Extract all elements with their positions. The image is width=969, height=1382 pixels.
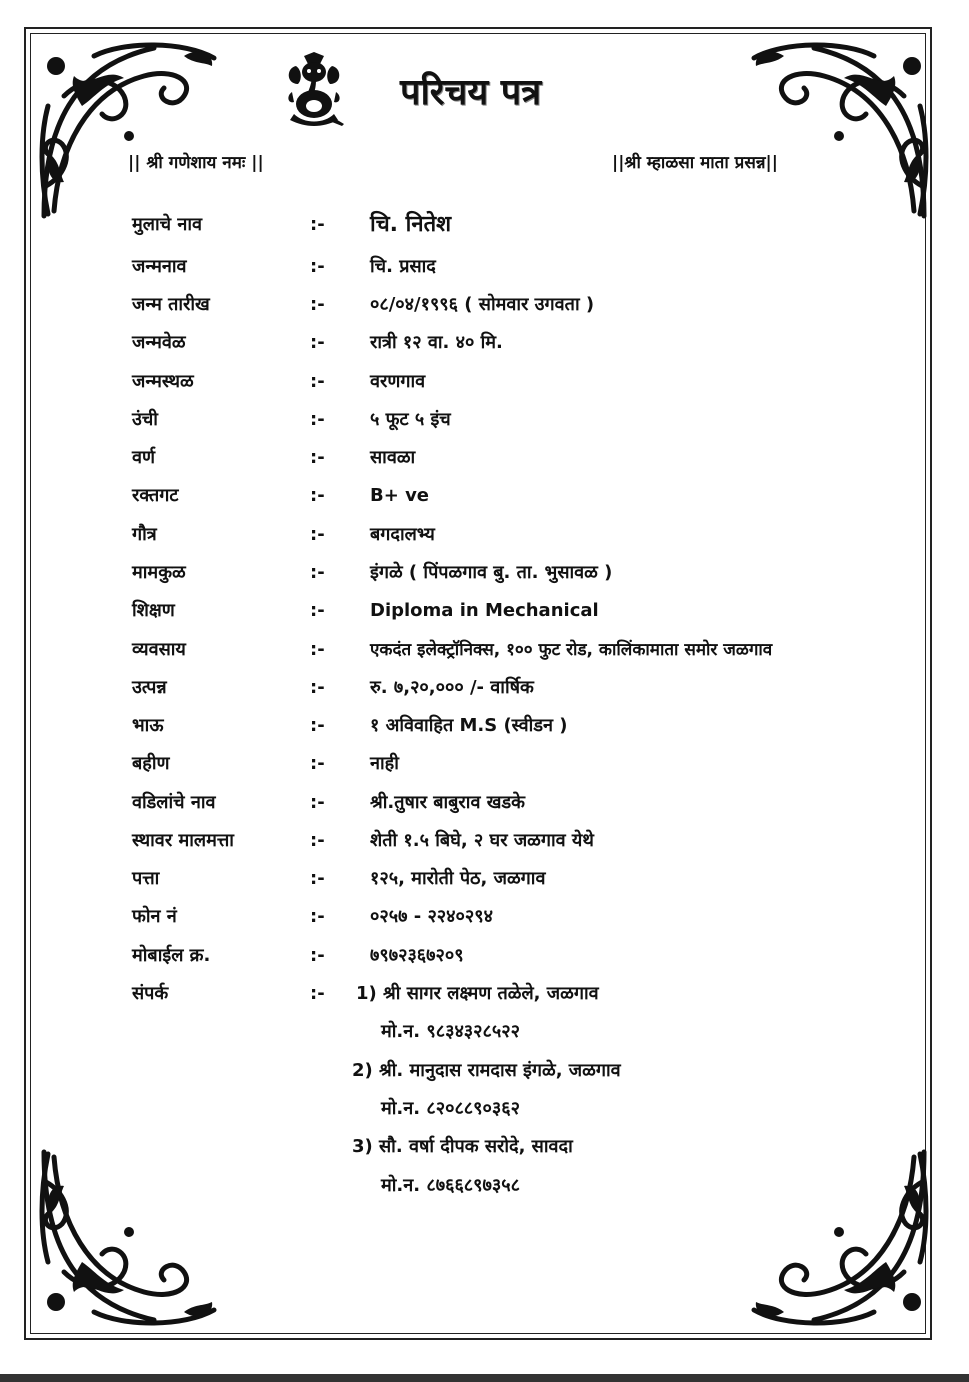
field-value: Diploma in Mechanical [370, 600, 599, 621]
field-row [0, 252, 969, 282]
field-separator: :- [310, 214, 325, 235]
field-label: उत्पन्न [132, 677, 167, 698]
field-value: एकदंत इलेक्ट्रॉनिक्स, १०० फुट रोड, कालिंकामाता समोर जळगाव [370, 640, 773, 660]
field-separator: :- [310, 409, 325, 430]
field-separator: :- [310, 906, 325, 927]
field-row [0, 481, 969, 511]
field-separator: :- [310, 294, 325, 315]
field-row [0, 826, 969, 856]
field-row [0, 558, 969, 588]
field-value: इंगळे ( पिंपळगाव बु. ता. भुसावळ ) [370, 562, 613, 583]
field-row [0, 673, 969, 703]
field-label: मोबाईल क्र. [132, 945, 211, 966]
field-value: ७९७२३६७२०९ [370, 945, 464, 966]
field-value: श्री.तुषार बाबुराव खडके [370, 792, 525, 813]
field-label: गौत्र [132, 524, 157, 545]
field-label: मामकुळ [132, 562, 186, 583]
field-label: शिक्षण [132, 600, 175, 621]
field-value: १२५, मारोती पेठ, जळगाव [370, 868, 546, 889]
field-label: फोन नं [132, 906, 177, 927]
field-label: बहीण [132, 753, 170, 774]
field-row [0, 596, 969, 626]
field-row [0, 520, 969, 550]
field-value: चि. नितेश [370, 212, 452, 237]
contact-phone: मो.न. ८२०८८९०३६२ [381, 1098, 520, 1119]
field-value: ०८/०४/१९९६ ( सोमवार उगवता ) [370, 294, 595, 315]
field-value: नाही [370, 753, 399, 774]
field-value: १ अविवाहित M.S (स्वीडन ) [370, 715, 568, 736]
field-value: शेती १.५ बिघे, २ घर जळगाव येथे [370, 830, 594, 851]
field-label: मुलाचे नाव [132, 214, 202, 235]
field-value: बगदालभ्य [370, 524, 435, 545]
field-label: भाऊ [132, 715, 164, 736]
field-separator: :- [310, 332, 325, 353]
field-separator: :- [310, 256, 325, 277]
corner-ornament-bottom-left [34, 1142, 224, 1332]
field-separator: :- [310, 753, 325, 774]
field-separator: :- [310, 830, 325, 851]
corner-ornament-bottom-right [744, 1142, 934, 1332]
field-label: जन्मस्थळ [132, 371, 194, 392]
field-row [0, 328, 969, 358]
field-row [0, 902, 969, 932]
field-row [0, 635, 969, 665]
ganesha-icon [282, 52, 346, 126]
corner-ornament-top-left [34, 36, 224, 226]
field-separator: :- [310, 524, 325, 545]
field-label: व्यवसाय [132, 639, 186, 660]
field-row [0, 864, 969, 894]
field-label: जन्मनाव [132, 256, 187, 277]
field-label: जन्मवेळ [132, 332, 186, 353]
field-row-name [0, 210, 969, 240]
field-row [0, 711, 969, 741]
field-separator: :- [310, 600, 325, 621]
field-row [0, 443, 969, 473]
field-row [0, 749, 969, 779]
contact-name: 2) श्री. मानुदास रामदास इंगळे, जळगाव [352, 1060, 621, 1081]
field-row [0, 941, 969, 971]
field-value: रु. ७,२०,००० /- वार्षिक [370, 677, 534, 698]
field-separator: :- [310, 371, 325, 392]
field-separator: :- [310, 639, 325, 660]
field-label: पत्ता [132, 868, 160, 889]
field-separator: :- [310, 945, 325, 966]
page-title: परिचय पत्र [400, 72, 542, 113]
field-label: रक्तगट [132, 485, 179, 506]
field-value: सावळा [370, 447, 416, 468]
field-value: B+ ve [370, 485, 430, 506]
contact-phone: मो.न. ८७६६८९७३५८ [381, 1175, 520, 1196]
blessing-left: || श्री गणेशाय नमः || [128, 153, 264, 173]
corner-ornament-top-right [744, 36, 934, 226]
contact-name: 1) श्री सागर लक्ष्मण तळेले, जळगाव [356, 983, 599, 1004]
field-row [0, 405, 969, 435]
field-label: वर्ण [132, 447, 156, 468]
contact-name: 3) सौ. वर्षा दीपक सरोदे, सावदा [352, 1136, 573, 1157]
field-value: ५ फूट ५ इंच [370, 409, 451, 430]
field-label: जन्म तारीख [132, 294, 210, 315]
contacts-label: संपर्क [132, 983, 169, 1004]
field-row [0, 367, 969, 397]
field-label: स्थावर मालमत्ता [132, 830, 234, 851]
field-label: उंची [132, 409, 158, 430]
field-value: रात्री १२ वा. ४० मि. [370, 332, 503, 353]
blessing-right: ||श्री म्हाळसा माता प्रसन्न|| [612, 153, 778, 173]
field-value: चि. प्रसाद [370, 256, 436, 277]
field-separator: :- [310, 868, 325, 889]
bottom-rule [0, 1374, 969, 1382]
field-row [0, 290, 969, 320]
field-separator: :- [310, 485, 325, 506]
field-separator: :- [310, 983, 325, 1004]
field-separator: :- [310, 792, 325, 813]
field-value: वरणगाव [370, 371, 426, 392]
field-separator: :- [310, 715, 325, 736]
field-separator: :- [310, 677, 325, 698]
contact-phone: मो.न. ९८३४३२८५२२ [381, 1021, 520, 1042]
field-label: वडिलांचे नाव [132, 792, 216, 813]
field-separator: :- [310, 447, 325, 468]
field-value: ०२५७ - २२४०२९४ [370, 906, 493, 927]
field-separator: :- [310, 562, 325, 583]
field-row [0, 788, 969, 818]
